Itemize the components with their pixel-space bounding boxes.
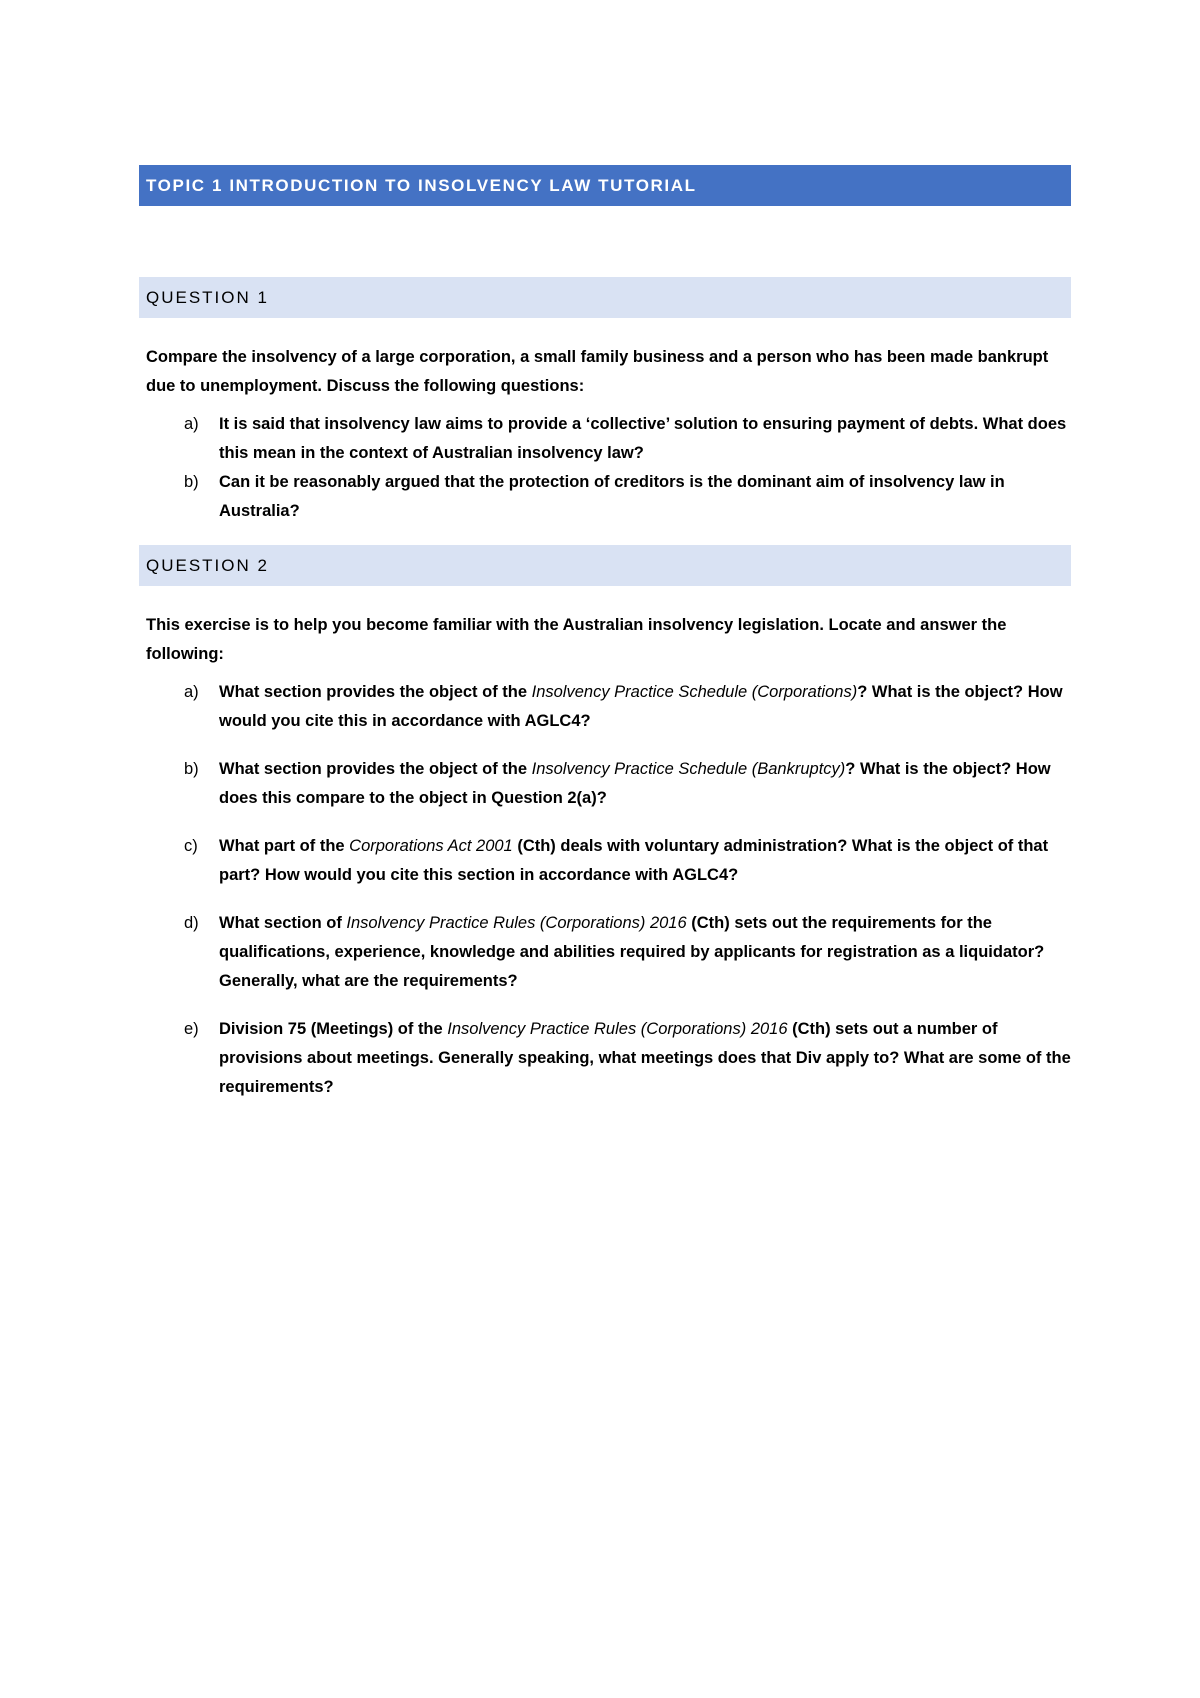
question-2-intro: This exercise is to help you become familiar with the Australian insolvency legislation. Locate and answer the following: — [146, 616, 1007, 663]
list-item-pre: What section provides the object of the — [219, 760, 532, 778]
list-item-text: Can it be reasonably argued that the protection of creditors is the dominant aim of insolvency law in Australia? — [219, 473, 1005, 520]
list-item-post: (Cth) deals with voluntary administration? What is the object of that part? How would you cite this section in accordance with AGLC4? — [219, 837, 1049, 884]
question-1-intro: Compare the insolvency of a large corporation, a small family business and a person who has been made bankrupt due to unemployment. Discuss the following questions: — [146, 348, 1049, 395]
list-item-post: ? What is the object? How does this compare to the object in Question 2(a)? — [219, 760, 1051, 807]
list-item-post: (Cth) sets out the requirements for the qualifications, experience, knowledge and abilities required by applicants for registration as a liquidator? Generally, what are the requirements? — [219, 914, 1045, 990]
list-item-pre: What section provides the object of the — [219, 683, 532, 701]
question-2-item-b — [139, 755, 1071, 813]
spacer — [139, 206, 1071, 277]
question-1-heading: QUESTION 1 — [139, 277, 1071, 318]
list-marker: d) — [184, 914, 199, 932]
question-1-list — [139, 410, 1071, 526]
question-2-item-e — [139, 1015, 1071, 1102]
list-item-pre: Division 75 (Meetings) of the — [219, 1020, 448, 1038]
legislation-title: Insolvency Practice Schedule (Corporations) — [531, 683, 858, 701]
question-2-list — [139, 678, 1071, 1102]
list-item-pre: What section of — [219, 914, 347, 932]
list-marker: b) — [184, 473, 199, 491]
list-item-text: It is said that insolvency law aims to provide a ‘collective’ solution to ensuring payment of debts. What does this mean in the context of Australian insolvency law? — [219, 415, 1067, 462]
list-marker: a) — [184, 415, 199, 433]
list-item-post: ? What is the object? How would you cite this in accordance with AGLC4? — [219, 683, 1063, 730]
question-1-item-a — [139, 410, 1071, 468]
legislation-title: Insolvency Practice Schedule (Bankruptcy) — [531, 760, 846, 778]
legislation-title: Corporations Act 2001 — [349, 837, 513, 855]
list-item-post: (Cth) sets out a number of provisions about meetings. Generally speaking, what meetings does that Div apply to? What are some of the requirements? — [219, 1020, 1071, 1096]
spacer — [139, 526, 1071, 545]
question-2-item-c — [139, 832, 1071, 890]
list-marker: c) — [184, 837, 198, 855]
legislation-title: Insolvency Practice Rules (Corporations) 2016 — [346, 914, 687, 932]
legislation-title: Insolvency Practice Rules (Corporations) 2016 — [447, 1020, 788, 1038]
document-page — [139, 165, 1071, 1121]
list-marker: a) — [184, 683, 199, 701]
list-marker: e) — [184, 1020, 199, 1038]
question-2-item-d — [139, 909, 1071, 996]
list-item-pre: What part of the — [219, 837, 350, 855]
question-2-heading: QUESTION 2 — [139, 545, 1071, 586]
question-1-item-b — [139, 468, 1071, 526]
list-marker: b) — [184, 760, 199, 778]
topic-heading: TOPIC 1 INTRODUCTION TO INSOLVENCY LAW TUTORIAL — [139, 165, 1071, 206]
question-2-item-a — [139, 678, 1071, 736]
